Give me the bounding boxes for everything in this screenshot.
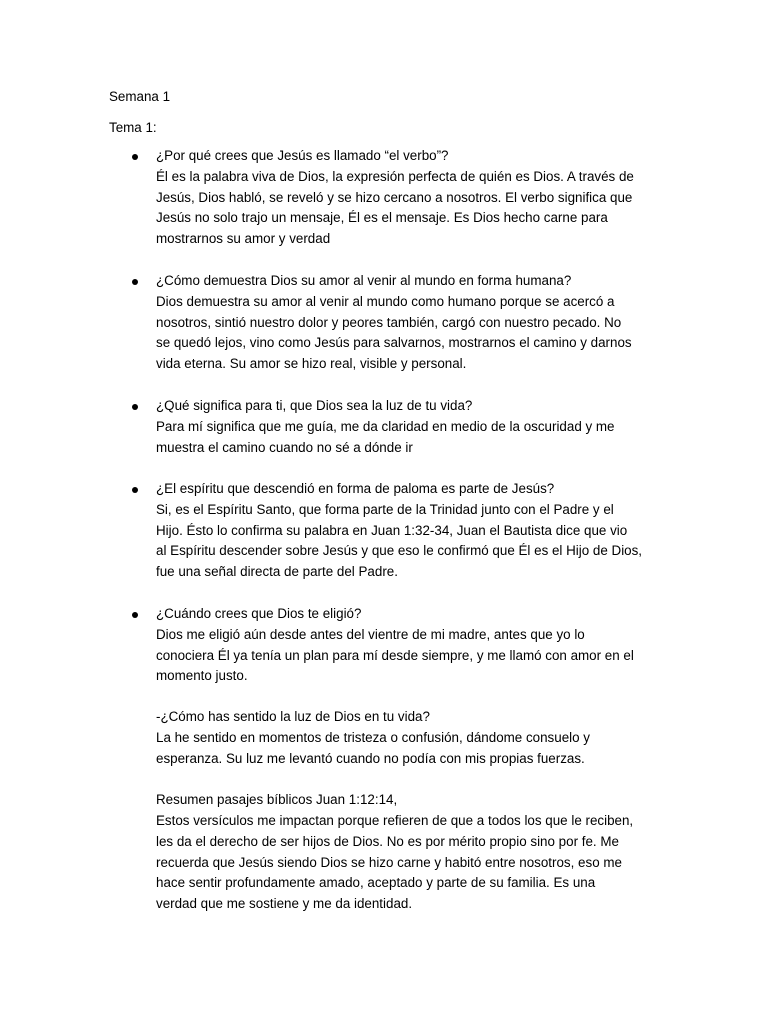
list-item [156, 146, 676, 250]
bullet-icon [132, 612, 138, 618]
bullet-icon [132, 279, 138, 285]
bullet-icon [132, 487, 138, 493]
extra-question: -¿Cómo has sentido la luz de Dios en tu vida? [156, 709, 430, 724]
summary-title: Resumen pasajes bíblicos Juan 1:12:14, [156, 792, 398, 807]
extra-answer: La he sentido en momentos de tristeza o confusión, dándome consuelo y esperanza. Su luz me levantó cuando no podía con mis propias fuerzas. [156, 730, 590, 766]
question-text: ¿Qué significa para ti, que Dios sea la luz de tu vida? [156, 398, 473, 413]
bullet-icon [132, 154, 138, 160]
list-item [156, 479, 676, 583]
answer-text: Dios demuestra su amor al venir al mundo como humano porque se acercó a nosotros, sintió nuestro dolor y peores también, cargó con nuestro pecado. No se quedó lejos, vino como Jesús para salvarnos, mostrarnos el camino y darnos vida eterna. Su amor se hizo real, visible y personal. [156, 293, 632, 372]
question-text: ¿El espíritu que descendió en forma de paloma es parte de Jesús? [156, 481, 555, 496]
answer-text: Para mí significa que me guía, me da claridad en medio de la oscuridad y me muestra el camino cuando no sé a dónde ir [156, 418, 615, 455]
list-item [156, 604, 676, 687]
answer-text: Dios me eligió aún desde antes del vientre de mi madre, antes que yo lo conociera Él ya tenía un plan para mí desde siempre, y me llamó con amor en el momento justo. [156, 626, 634, 684]
question-text: ¿Cómo demuestra Dios su amor al venir al mundo en forma humana? [156, 273, 572, 288]
topic-heading: Tema 1: [109, 120, 157, 135]
week-heading: Semana 1 [109, 89, 171, 104]
summary-text: Estos versículos me impactan porque refieren de que a todos los que le reciben, les da el derecho de ser hijos de Dios. No es por mérito propio sino por fe. Me recuerda que Jesús siendo Dios se hizo carne y habitó entre nosotros, eso me hace sentir profundamente amado, aceptado y parte de su familia. Es una verdad que me sostiene y me da identidad. [156, 813, 634, 912]
question-text: ¿Cuándo crees que Dios te eligió? [156, 606, 362, 621]
answer-text: Él es la palabra viva de Dios, la expresión perfecta de quién es Dios. A través de Jesús, Dios habló, se reveló y se hizo cercano a nosotros. El verbo significa que Jesús no solo trajo un mensaje, Él es el mensaje. Es Dios hecho carne para mostrarnos su amor y verdad [156, 168, 634, 247]
bullet-icon [132, 404, 138, 410]
list-item [156, 271, 676, 375]
question-text: ¿Por qué crees que Jesús es llamado “el verbo”? [156, 148, 449, 163]
list-item [156, 396, 676, 458]
answer-text: Si, es el Espíritu Santo, que forma parte de la Trinidad junto con el Padre y el Hijo. Ésto lo confirma su palabra en Juan 1:32-34, Juan el Bautista dice que vio al Espíritu descender sobre Jesús y que eso le confirmó que Él es el Hijo de Dios, fue una señal directa de parte del Padre. [156, 501, 643, 580]
